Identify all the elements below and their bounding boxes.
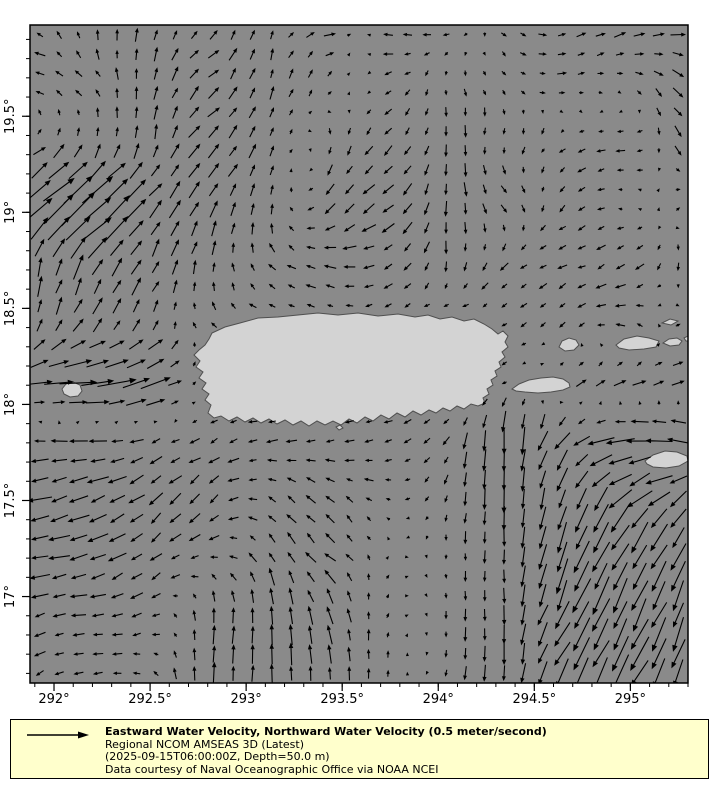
x-tick-label: 292° <box>38 692 70 707</box>
legend-dataset: Regional NCOM AMSEAS 3D (Latest) <box>105 737 304 751</box>
x-tick-label: 293° <box>230 692 262 707</box>
x-tick-label: 294° <box>422 692 454 707</box>
y-tick-label: 18.5° <box>3 290 18 327</box>
x-tick-label: 294.5° <box>512 692 557 707</box>
reference-arrow-icon <box>25 729 91 741</box>
y-tick-label: 19.5° <box>3 98 18 134</box>
x-tick-label: 292.5° <box>128 692 172 707</box>
y-tick-label: 19° <box>3 200 18 224</box>
y-tick-label: 17° <box>3 585 18 609</box>
legend-time-depth: (2025-09-15T06:00:00Z, Depth=50.0 m) <box>105 750 330 763</box>
legend-box <box>10 719 709 779</box>
legend-attribution: Data courtesy of Naval Oceanographic Office via NOAA NCEI <box>105 762 439 776</box>
legend-title: Eastward Water Velocity, Northward Water Velocity (0.5 meter/second) <box>105 725 547 738</box>
legend-text <box>105 726 547 776</box>
y-tick-label: 17.5° <box>3 482 18 519</box>
y-tick-label: 18° <box>3 392 18 416</box>
x-tick-label: 295° <box>614 692 647 707</box>
x-tick-label: 293.5° <box>320 692 365 707</box>
